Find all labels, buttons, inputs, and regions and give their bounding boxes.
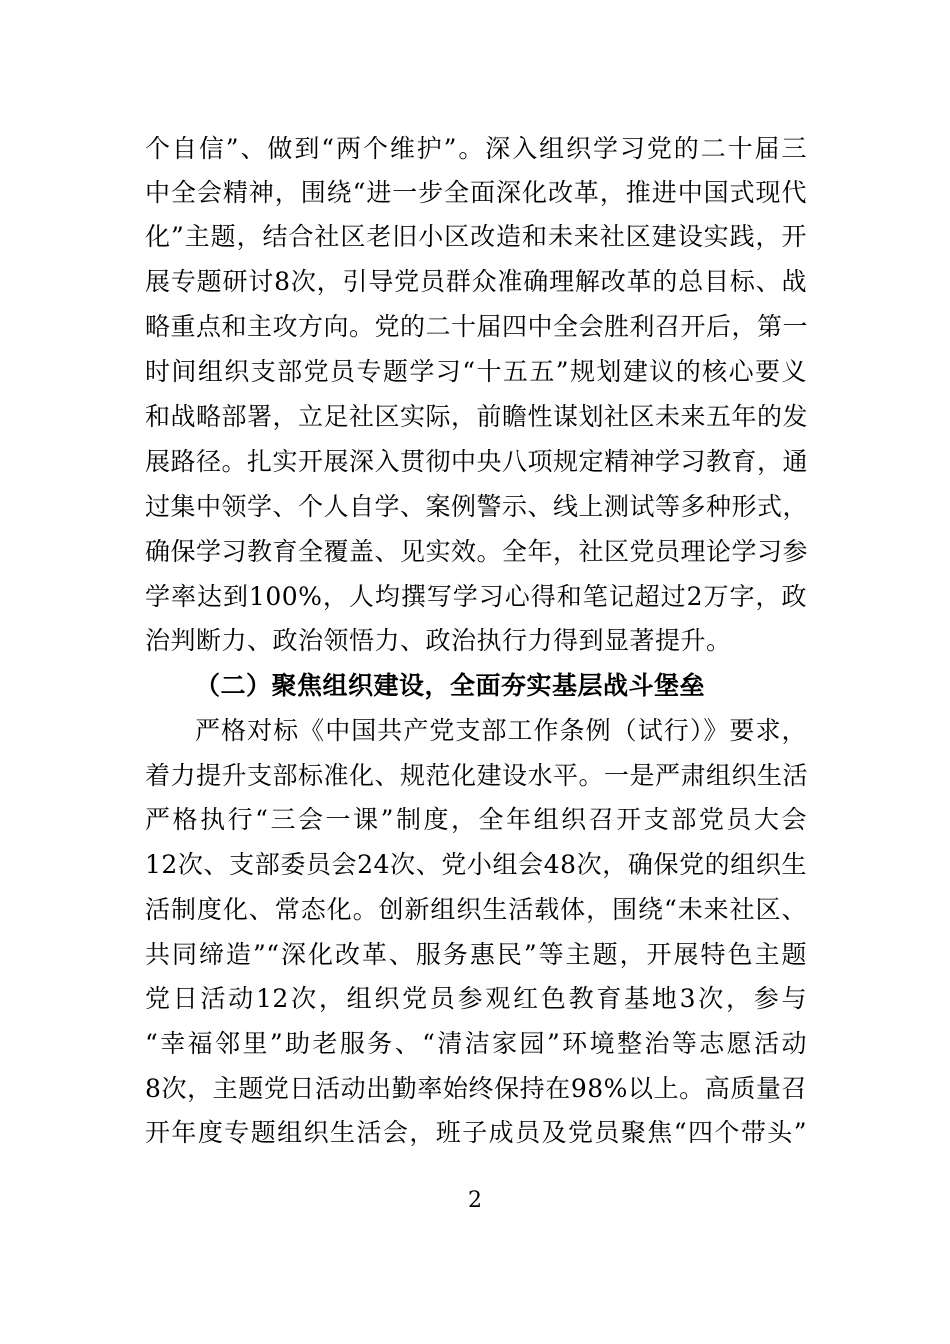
paragraph-line: 共同缔造”“深化改革、服务惠民”等主题，开展特色主题 — [145, 940, 807, 969]
paragraph-line: 展路径。扎实开展深入贯彻中央八项规定精神学习教育，通 — [145, 447, 809, 476]
paragraph-line: 确保学习教育全覆盖、见实效。全年，社区党员理论学习参 — [145, 537, 809, 566]
paragraph-line: 时间组织支部党员专题学习“十五五”规划建议的核心要义 — [145, 357, 807, 386]
paragraph-line: 12次、支部委员会24次、党小组会48次，确保党的组织生 — [145, 850, 807, 879]
page-number: 2 — [468, 1188, 482, 1213]
paragraph-line: 开年度专题组织生活会，班子成员及党员聚焦“四个带头” — [145, 1118, 807, 1147]
paragraph-line: 化”主题，结合社区老旧小区改造和未来社区建设实践，开 — [145, 222, 807, 251]
paragraph-line: 过集中领学、个人自学、案例警示、线上测试等多种形式， — [145, 492, 809, 521]
paragraph-line: 严格对标《中国共产党支部工作条例（试行）》要求， — [195, 716, 807, 745]
paragraph-line: 严格执行“三会一课”制度，全年组织召开支部党员大会 — [145, 805, 807, 834]
paragraph-line: 中全会精神，围绕“进一步全面深化改革，推进中国式现代 — [145, 178, 807, 207]
paragraph-line: 和战略部署，立足社区实际，前瞻性谋划社区未来五年的发 — [145, 402, 809, 431]
paragraph-line: 8次，主题党日活动出勤率始终保持在98%以上。高质量召 — [145, 1074, 807, 1103]
paragraph-line: 着力提升支部标准化、规范化建设水平。一是严肃组织生活 — [145, 761, 809, 790]
paragraph-line: 展专题研讨8次，引导党员群众准确理解改革的总目标、战 — [145, 267, 807, 296]
paragraph-line: 学率达到100%，人均撰写学习心得和笔记超过2万字，政 — [145, 582, 807, 611]
paragraph-line: 治判断力、政治领悟力、政治执行力得到显著提升。 — [145, 626, 732, 655]
paragraph-line: 活制度化、常态化。创新组织生活载体，围绕“未来社区、 — [145, 895, 807, 924]
paragraph-line: 个自信”、做到“两个维护”。深入组织学习党的二十届三 — [145, 134, 807, 163]
paragraph-line: 略重点和主攻方向。党的二十届四中全会胜利召开后，第一 — [145, 312, 809, 341]
paragraph-line: 党日活动12次，组织党员参观红色教育基地3次，参与 — [145, 984, 807, 1013]
section-heading: （二）聚焦组织建设，全面夯实基层战斗堡垒 — [195, 671, 706, 700]
paragraph-line: “幸福邻里”助老服务、“清洁家园”环境整治等志愿活动 — [145, 1029, 807, 1058]
